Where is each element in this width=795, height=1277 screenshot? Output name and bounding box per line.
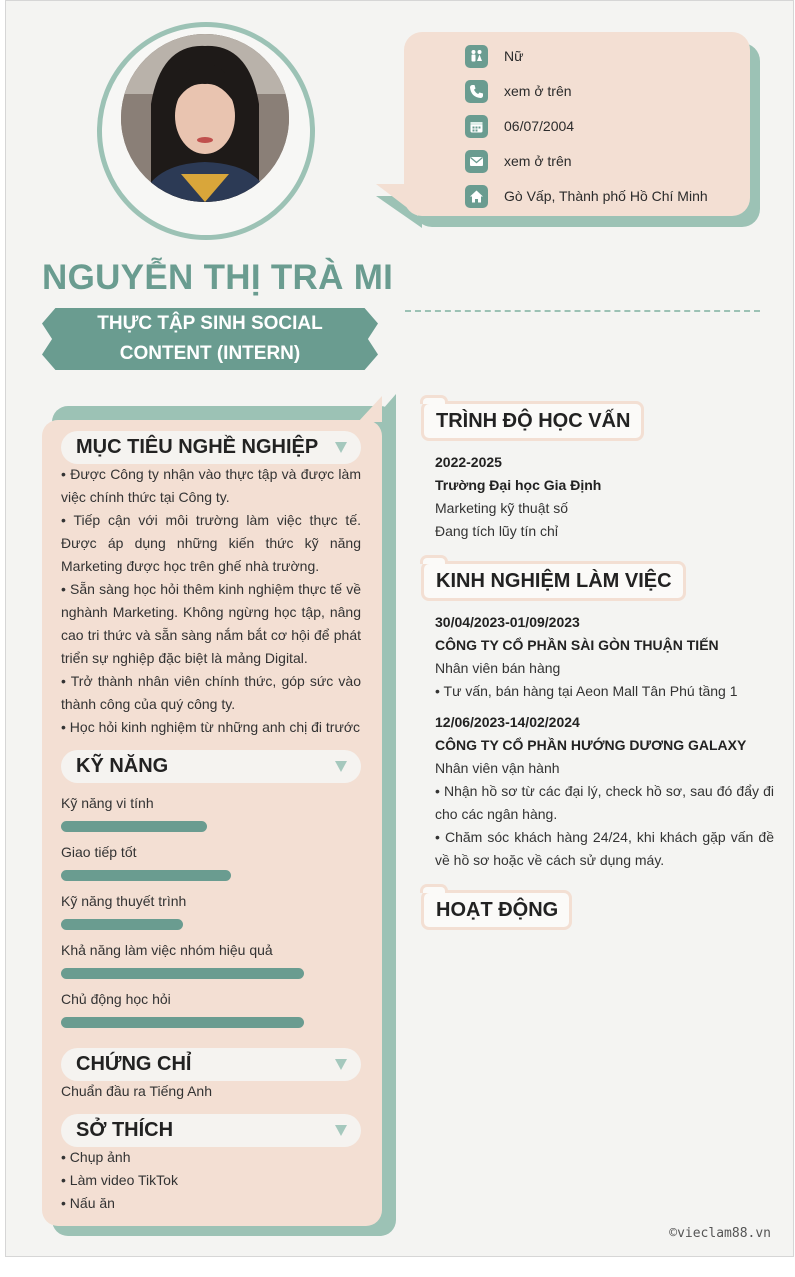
hobbies-header[interactable] — [61, 1114, 361, 1147]
skills-heading: KỸ NĂNG — [76, 755, 169, 777]
job-company: CÔNG TY CỔ PHẦN SÀI GÒN THUẬN TIẾN — [435, 637, 719, 653]
job-detail: • Chăm sóc khách hàng 24/24, khi khách gặp vấn đề về hồ sơ hoặc về cách sử dụng máy. — [435, 829, 774, 868]
watermark: ©vieclam88.vn — [669, 1226, 771, 1241]
job-title-line-2: CONTENT (INTERN) — [119, 343, 301, 364]
hobby-item: • Làm video TikTok — [61, 1172, 178, 1188]
skill-label: Giao tiếp tốt — [61, 844, 137, 860]
contact-phone — [465, 79, 572, 103]
header-tab — [420, 884, 448, 893]
objective-item: • Sẵn sàng học hỏi thêm kinh nghiệm thực tế về nghành Marketing. Không ngừng học tập, nâng cao tri thức và sẵn sàng nắm bắt cơ hội để phát triển sự nghiệp đặc biệt là mảng Digital. — [61, 581, 361, 666]
experience-header — [421, 561, 686, 601]
contact-phone-value: xem ở trên — [504, 83, 572, 99]
left-panel-tip — [358, 396, 382, 422]
skill-bar — [61, 821, 207, 832]
contact-address-value: Gò Vấp, Thành phố Hồ Chí Minh — [504, 188, 708, 204]
skill-bar — [61, 919, 183, 930]
activities-heading: HOẠT ĐỘNG — [436, 898, 559, 921]
skill-label: Chủ động học hỏi — [61, 991, 171, 1007]
certificates-header[interactable] — [61, 1048, 361, 1081]
candidate-name: NGUYỄN THỊ TRÀ MI — [42, 258, 394, 297]
education-major: Marketing kỹ thuật số — [435, 500, 569, 516]
skill-label: Khả năng làm việc nhóm hiệu quả — [61, 942, 273, 958]
skill-bar — [61, 870, 231, 881]
education-heading: TRÌNH ĐỘ HỌC VẤN — [436, 409, 631, 432]
skill-label: Kỹ năng vi tính — [61, 795, 154, 811]
job-title-line-1: THỰC TẬP SINH SOCIAL — [97, 313, 323, 334]
skill-bar — [61, 968, 304, 979]
header-divider — [405, 310, 760, 312]
job-period: 30/04/2023-01/09/2023 — [435, 614, 580, 630]
job-detail: • Tư vấn, bán hàng tại Aeon Mall Tân Phú tầng 1 — [435, 683, 738, 699]
contact-email — [465, 149, 572, 173]
chevron-down-icon — [335, 1125, 347, 1136]
objective-item: • Học hỏi kinh nghiệm từ những anh chị đi trước — [61, 719, 361, 735]
chevron-down-icon — [335, 1059, 347, 1070]
contact-card-tail — [376, 184, 418, 216]
certificates-heading: CHỨNG CHỈ — [76, 1053, 192, 1075]
phone-icon — [465, 80, 488, 103]
experience-heading: KINH NGHIỆM LÀM VIỆC — [436, 569, 672, 592]
job-period: 12/06/2023-14/02/2024 — [435, 714, 580, 730]
education-header — [421, 401, 644, 441]
avatar — [121, 34, 289, 202]
contact-birthday-value: 06/07/2004 — [504, 118, 575, 134]
header-tab — [420, 555, 448, 564]
email-icon — [465, 150, 488, 173]
contact-email-value: xem ở trên — [504, 153, 572, 169]
skill-bar — [61, 1017, 304, 1028]
chevron-down-icon — [335, 761, 347, 772]
objective-header[interactable] — [61, 431, 361, 464]
header-tab — [420, 395, 448, 404]
hobbies-heading: SỞ THÍCH — [76, 1119, 174, 1141]
education-status: Đang tích lũy tín chỉ — [435, 523, 558, 539]
job-company: CÔNG TY CỔ PHẦN HƯỚNG DƯƠNG GALAXY — [435, 737, 747, 753]
hobby-item: • Chụp ảnh — [61, 1149, 131, 1165]
contact-birthday — [465, 114, 574, 138]
home-icon — [465, 185, 488, 208]
objective-item: • Trở thành nhân viên chính thức, góp sức vào thành công của quý công ty. — [61, 673, 361, 712]
hobby-item: • Nấu ăn — [61, 1195, 115, 1211]
objective-item: • Được Công ty nhận vào thực tập và được làm việc chính thức tại Công ty. — [61, 466, 361, 505]
objective-list — [61, 463, 361, 739]
chevron-down-icon — [335, 442, 347, 453]
job-role: Nhân viên bán hàng — [435, 660, 561, 676]
activities-header — [421, 890, 572, 930]
contact-gender — [465, 44, 523, 68]
objective-heading: MỤC TIÊU NGHỀ NGHIỆP — [76, 436, 319, 458]
education-period: 2022-2025 — [435, 454, 502, 470]
skills-header[interactable] — [61, 750, 361, 783]
contact-address — [465, 184, 708, 208]
education-school: Trường Đại học Gia Định — [435, 477, 602, 493]
certificate-item: Chuẩn đầu ra Tiếng Anh — [61, 1083, 213, 1099]
job-title — [42, 310, 378, 368]
objective-item: • Tiếp cận với môi trường làm việc thực tế. Được áp dụng những kiến thức kỹ năng Marketing được học trên ghế nhà trường. — [61, 512, 361, 574]
contact-gender-value: Nữ — [504, 48, 524, 64]
job-role: Nhân viên vận hành — [435, 760, 560, 776]
job-detail: • Nhận hồ sơ từ các đại lý, check hồ sơ, sau đó đẩy đi cho các ngân hàng. — [435, 783, 774, 822]
skill-label: Kỹ năng thuyết trình — [61, 893, 187, 909]
calendar-icon — [465, 115, 488, 138]
gender-icon — [465, 45, 488, 68]
